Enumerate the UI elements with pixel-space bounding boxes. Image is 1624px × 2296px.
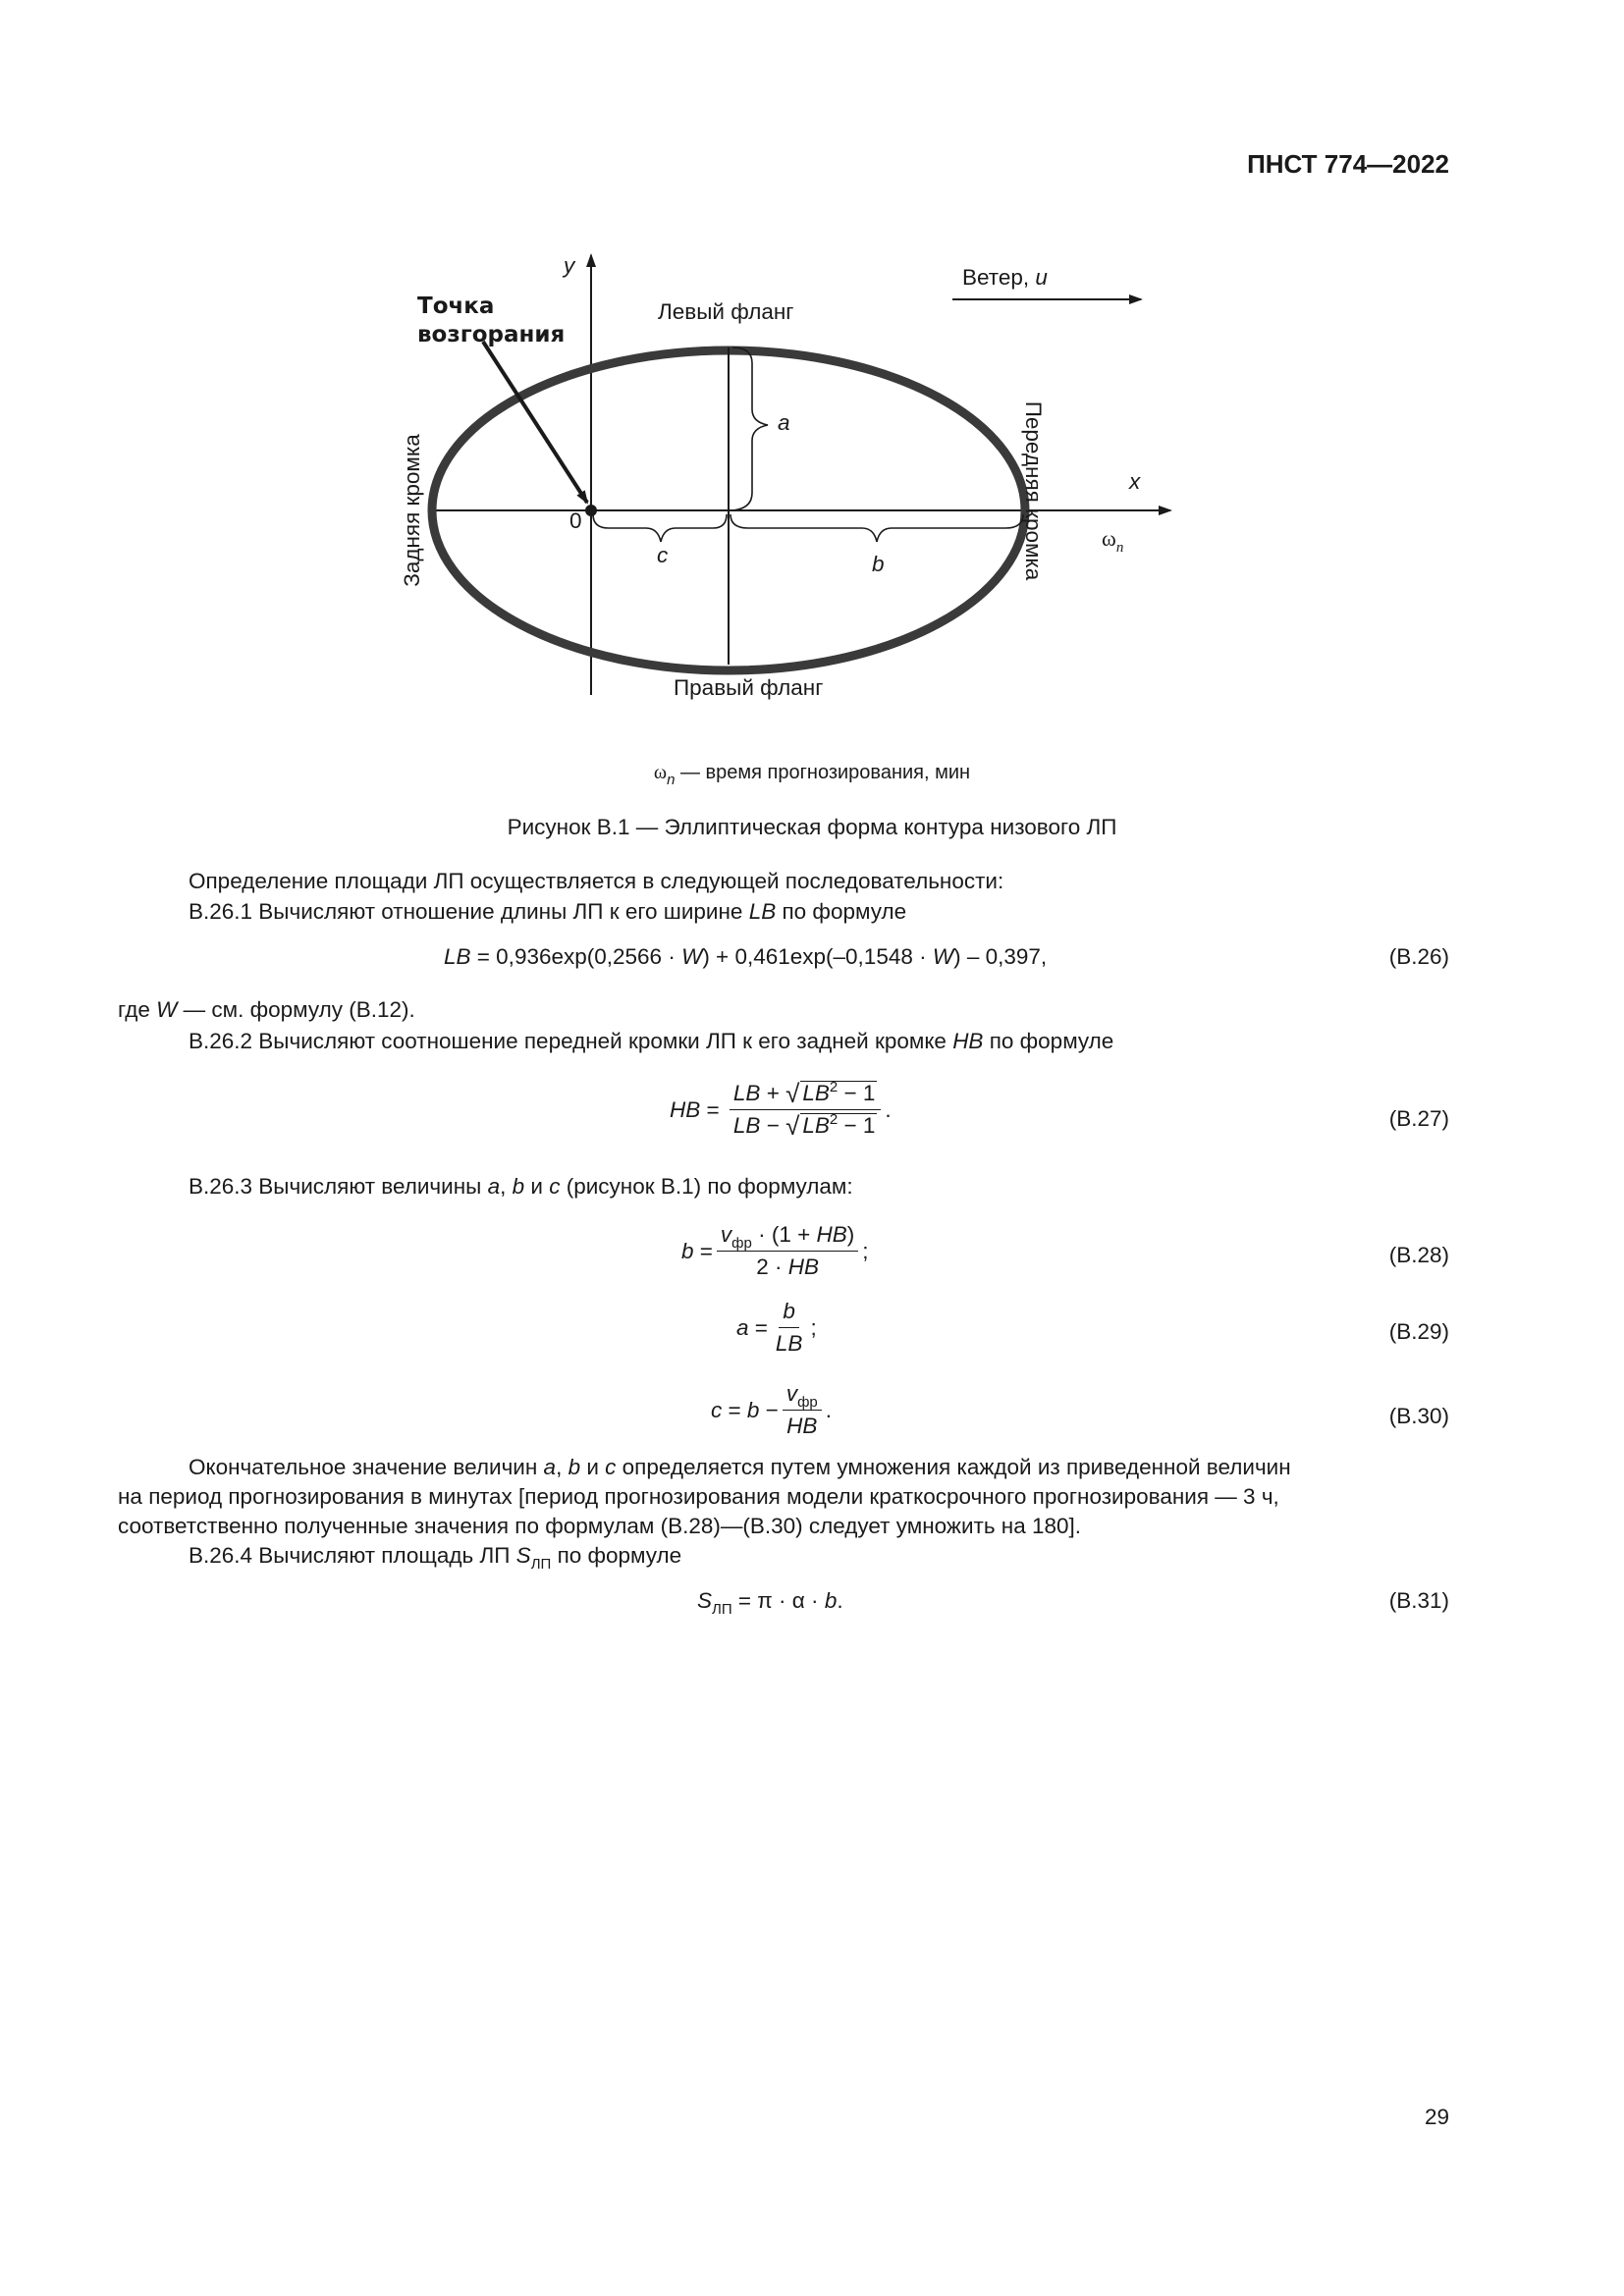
paragraph-2: В.26.1 Вычисляют отношение длины ЛП к его ширине LB по формуле (189, 899, 907, 924)
equation-b29: a = $\frac{b}{LB}$ ; (736, 1299, 817, 1356)
figure-caption: Рисунок В.1 — Эллиптическая форма контура низового ЛП (507, 815, 1117, 839)
paragraph-3: В.26.2 Вычисляют соотношение передней кромки ЛП к его задней кромке HB по формуле (189, 1029, 1114, 1053)
y-axis-label: y (564, 253, 575, 278)
page-number: 29 (1424, 2105, 1449, 2129)
paragraph-5-line-2: на период прогнозирования в минутах [период прогнозирования модели краткосрочного прогнозирования — 3 ч, (118, 1484, 1279, 1509)
equation-b27: HB = $\frac{LB + √ LB^2 - 1}{LB - √ LB^2 - 1}$ . (670, 1079, 892, 1141)
standard-number: ПНСТ 774—2022 (1247, 149, 1449, 179)
equation-b30: c = b − $\frac{v_{фр}}{HB}$ . (711, 1381, 833, 1438)
label-c: c (657, 543, 669, 567)
brace-c (593, 514, 727, 542)
origin-label: 0 (569, 508, 582, 533)
paragraph-5-line-3: соответственно полученные значения по формулам (В.28)—(В.30) следует умножить на 180]. (118, 1514, 1082, 1538)
equation-b26: LB = 0,936exp(0,2566 · W) + 0,461exp(–0,1548 · W) – 0,397, (444, 944, 1048, 969)
ignition-point-label: Точка возгорания (417, 294, 566, 347)
equation-number-b27: (В.27) (1388, 1106, 1449, 1131)
left-flank-label: Левый фланг (658, 299, 794, 324)
origin-dot (585, 505, 597, 516)
front-edge-label: Передняя кромка (1021, 400, 1046, 581)
wind-label: Ветер, u (962, 265, 1048, 290)
label-a: a (778, 410, 790, 435)
paragraph-1: Определение площади ЛП осуществляется в следующей последовательности: (189, 869, 1004, 893)
equation-b31: $S_{ЛП} = \pi \cdot \alpha \cdot b$. (697, 1588, 843, 1618)
omega-axis-label: $\omega_n$ (1102, 526, 1124, 556)
paragraph-5-line-1: Окончательное значение величин a, b и c определяется путем умножения каждой из приведенной величин (189, 1455, 1291, 1479)
equation-number-b28: (В.28) (1388, 1243, 1449, 1267)
equation-number-b30: (В.30) (1388, 1404, 1449, 1428)
ignition-arrow (483, 342, 587, 503)
paragraph-6: В.26.4 Вычисляют площадь ЛП $S_{ЛП}$ по формуле (189, 1543, 682, 1573)
equation-b28: b = $\frac{v_{фр} \cdot (1 + HB)}{2 \cdot HB}$ ; (681, 1222, 869, 1279)
equation-number-b29: (В.29) (1388, 1319, 1449, 1344)
brace-b (731, 514, 1023, 542)
label-b: b (872, 552, 885, 576)
equation-number-b31: (В.31) (1388, 1588, 1449, 1613)
rear-edge-label: Задняя кромка (400, 434, 424, 587)
right-flank-label: Правый фланг (674, 675, 824, 700)
figure-legend: $\omega_n$ — время прогнозирования, мин (653, 762, 971, 788)
paragraph-4: В.26.3 Вычисляют величины a, b и c (рисунок В.1) по формулам: (189, 1174, 853, 1199)
brace-a (732, 347, 768, 510)
x-axis-label: x (1129, 469, 1141, 494)
equation-number-b26: (В.26) (1388, 944, 1449, 969)
where-clause: где W — см. формулу (В.12). (118, 997, 415, 1022)
